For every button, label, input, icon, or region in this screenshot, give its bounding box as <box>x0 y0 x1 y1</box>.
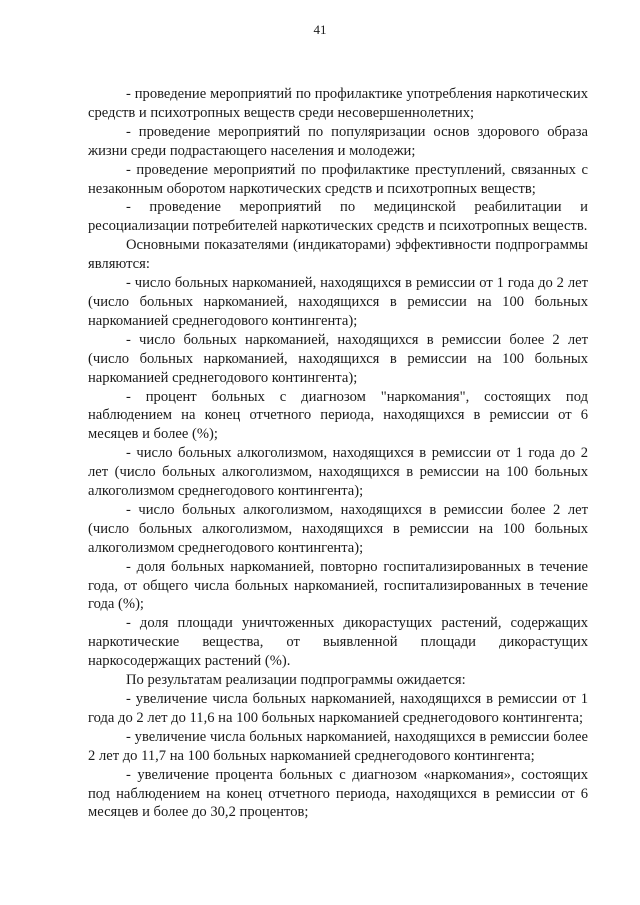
paragraph: Основными показателями (индикаторами) эффективности подпрограммы являются: <box>88 237 588 273</box>
paragraph: - число больных наркоманией, находящихся в ремиссии от 1 года до 2 лет (число больных наркоманией, находящихся в ремиссии на 100 больных наркоманией среднегодового контингента); <box>88 275 588 329</box>
paragraph: - увеличение процента больных с диагнозом «наркомания», состоящих под наблюдением на конец отчетного периода, находящихся в ремиссии от 6 месяцев и более до 30,2 процентов; <box>88 766 588 821</box>
paragraph: - проведение мероприятий по популяризации основ здорового образа жизни среди подрастающего населения и молодежи; <box>88 123 588 159</box>
paragraph: - процент больных с диагнозом "наркомания", состоящих под наблюдением на конец отчетного периода, находящихся в ремиссии от 6 месяцев и более (%); <box>88 388 588 443</box>
paragraph: - доля площади уничтоженных дикорастущих растений, содержащих наркотические вещества, от выявленной площади дикорастущих наркосодержащих растений (%). <box>88 615 588 670</box>
paragraph: - число больных наркоманией, находящихся в ремиссии более 2 лет (число больных наркоманией, находящихся в ремиссии на 100 больных наркоманией среднегодового контингента); <box>88 331 588 386</box>
paragraph: По результатам реализации подпрограммы ожидается: <box>126 672 466 689</box>
paragraph: - проведение мероприятий по профилактике употребления наркотических средств и психотропных веществ среди несовершеннолетних; <box>88 86 588 121</box>
paragraph: - число больных алкоголизмом, находящихся в ремиссии от 1 года до 2 лет (число больных алкоголизмом, находящихся в ремиссии на 100 больных алкоголизмом среднегодового контингента); <box>88 445 588 500</box>
paragraph: - число больных алкоголизмом, находящихся в ремиссии более 2 лет (число больных алкоголизмом, находящихся в ремиссии на 100 больных алкоголизмом среднегодового контингента); <box>88 501 588 556</box>
document-body <box>88 85 588 822</box>
page-number: 41 <box>313 22 327 37</box>
paragraph: - увеличение числа больных наркоманией, находящихся в ремиссии более 2 лет до 11,7 на 100 больных наркоманией среднегодового контингента; <box>88 728 588 764</box>
paragraph: - доля больных наркоманией, повторно госпитализированных в течение года, от общего числа больных наркоманией, госпитализированных в течение года (%); <box>88 558 588 613</box>
paragraph: - увеличение числа больных наркоманией, находящихся в ремиссии от 1 года до 2 лет до 11,6 на 100 больных наркоманией среднегодового контингента; <box>88 691 588 726</box>
paragraph: - проведение мероприятий по профилактике преступлений, связанных с незаконным оборотом наркотических средств и психотропных веществ; <box>88 161 588 197</box>
paragraph: - проведение мероприятий по медицинской реабилитации и ресоциализации потребителей наркотических средств и психотропных веществ. <box>88 199 588 235</box>
